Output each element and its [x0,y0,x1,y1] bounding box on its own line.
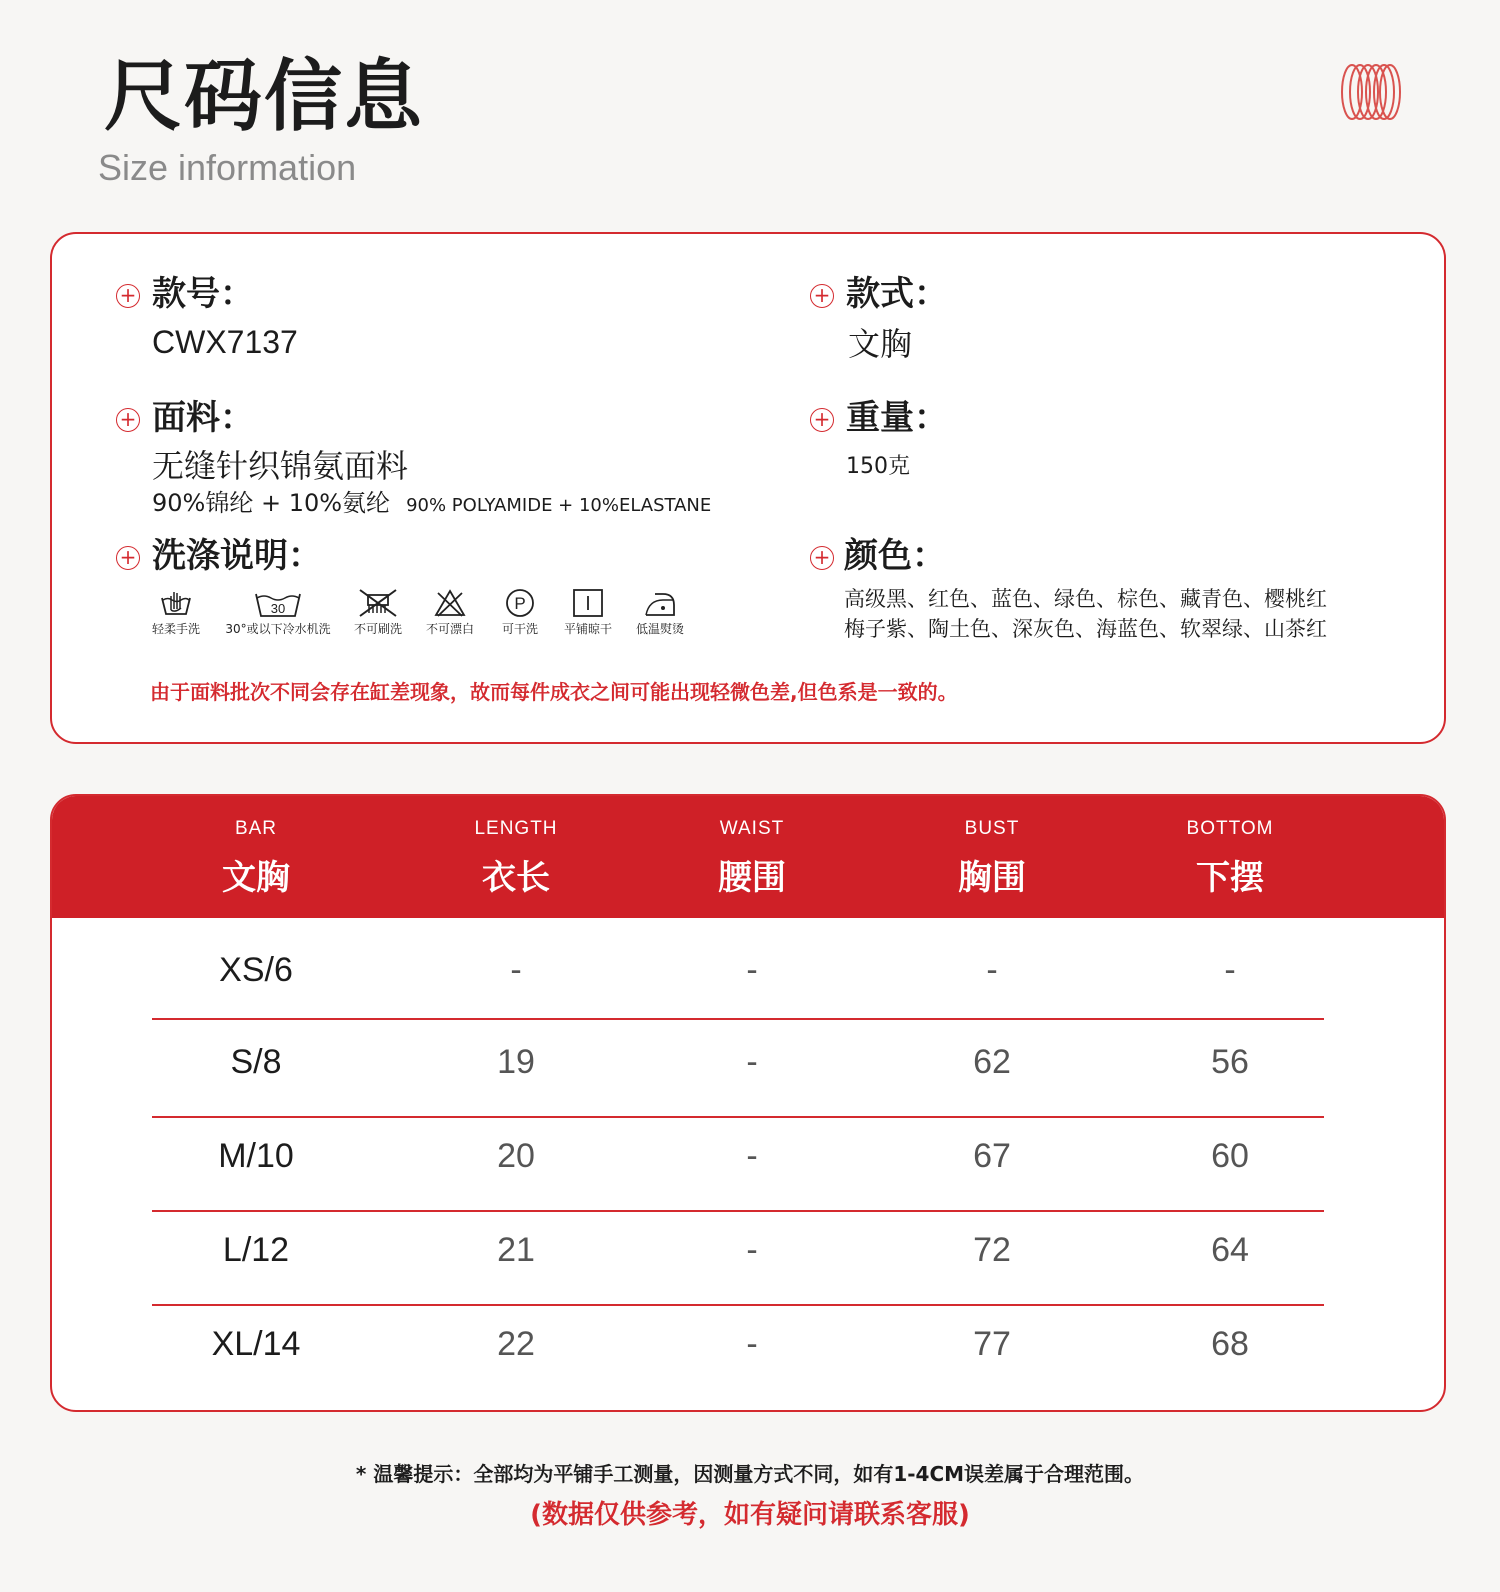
size-cell: XS/6 [219,951,293,989]
column-header-waist [652,796,852,918]
bust-cell: 62 [973,1043,1011,1081]
plus-circle-icon: + [116,408,140,432]
bottom-cell: 68 [1211,1325,1249,1363]
plus-circle-icon: + [810,284,834,308]
table-row [52,940,1444,1000]
care-item [630,588,690,637]
column-header-cn: 文胸 [222,858,290,898]
measurement-tip: * 温馨提示：全部均为平铺手工测量，因测量方式不同，如有1-4CM误差属于合理范围。 [355,1462,1145,1486]
bottom-cell: 60 [1211,1137,1249,1175]
style-label: 款式： [846,274,948,314]
product-info-card [50,232,1446,744]
bottom-cell: - [1224,951,1236,989]
column-header-cn: 衣长 [482,858,550,898]
waist-cell: - [746,1043,758,1081]
length-cell: 22 [497,1325,535,1363]
column-header-en: BOTTOM [1186,818,1274,839]
size-table-header [52,796,1444,918]
flat-dry-icon [571,588,605,618]
length-cell: 19 [497,1043,535,1081]
care-label: 30°或以下冷水机洗 [225,622,331,636]
dry-clean-symbol: P [514,594,526,613]
style-value: 文胸 [848,325,913,363]
color-variance-notice: 由于面料批次不同会存在缸差现象，故而每件成衣之间可能出现轻微色差,但色系是一致的。 [150,680,958,704]
column-header-bottom [1130,796,1330,918]
care-item [348,588,408,637]
care-label: 不可漂白 [425,622,474,636]
style-no-label: 款号： [152,274,254,314]
bust-cell: 67 [973,1137,1011,1175]
waist-cell: - [746,1137,758,1175]
care-item [148,588,204,637]
care-item [492,588,548,637]
table-row [52,1314,1444,1374]
reference-note: (数据仅供参考，如有疑问请联系客服) [530,1500,970,1530]
fabric-value: 无缝针织锦氨面料 [152,447,409,485]
dry-clean-icon [503,588,537,618]
fabric-composition-en: 90% POLYAMIDE + 10%ELASTANE [406,495,712,516]
waist-cell: - [746,951,758,989]
size-cell: M/10 [218,1137,294,1175]
weight-value: 150克 [846,454,910,479]
wash-label: 洗涤说明： [152,536,322,576]
page-subtitle: Size information [98,147,357,188]
column-header-length [416,796,616,918]
row-divider [152,1018,1324,1020]
bottom-cell: 56 [1211,1043,1249,1081]
bust-cell: 72 [973,1231,1011,1269]
length-cell: 21 [497,1231,535,1269]
plus-circle-icon: + [810,546,834,570]
column-header-cn: 下摆 [1196,858,1264,898]
row-divider [152,1210,1324,1212]
row-divider [152,1116,1324,1118]
style-no-value: CWX7137 [152,324,298,360]
no-bleach-icon [433,588,467,618]
column-header-bar [156,796,356,918]
table-row [52,1220,1444,1280]
hand-wash-icon [159,588,193,618]
row-divider [152,1304,1324,1306]
no-brush-icon [356,588,400,618]
length-cell: 20 [497,1137,535,1175]
size-cell: S/8 [230,1043,282,1081]
column-header-bust [892,796,1092,918]
size-cell: L/12 [222,1231,290,1269]
fabric-label: 面料： [152,398,254,438]
plus-circle-icon: + [116,284,140,308]
wash-temp-text: 30 [270,601,286,616]
column-header-en: WAIST [719,818,785,839]
fabric-composition [152,488,711,521]
care-label: 可干洗 [501,622,538,636]
bust-cell: - [986,951,998,989]
care-item [558,588,618,637]
care-label: 轻柔手洗 [151,622,200,636]
bust-cell: 77 [973,1325,1011,1363]
color-label: 颜色： [844,536,946,576]
brand-rings-icon [1340,62,1402,122]
table-row [52,1126,1444,1186]
waist-cell: - [746,1231,758,1269]
bottom-cell: 64 [1211,1231,1249,1269]
size-table [50,794,1446,1412]
care-label: 平铺晾干 [563,622,612,636]
column-header-cn: 胸围 [958,858,1026,898]
color-list-line1: 高级黑、红色、蓝色、绿色、棕色、藏青色、樱桃红 [844,587,1327,611]
care-item [218,588,338,637]
column-header-en: BAR [234,818,278,839]
column-header-en: LENGTH [474,818,558,839]
care-label: 不可刷洗 [353,622,402,636]
length-cell: - [510,951,522,989]
low-iron-icon [643,588,677,618]
care-label: 低温熨烫 [635,622,684,636]
color-list-line2: 梅子紫、陶土色、深灰色、海蓝色、软翠绿、山茶红 [844,617,1327,641]
fabric-composition-cn: 90%锦纶 + 10%氨纶 [152,489,391,517]
table-row [52,1032,1444,1092]
plus-circle-icon: + [116,546,140,570]
weight-label: 重量： [846,398,948,438]
column-header-en: BUST [964,818,1020,839]
page-title: 尺码信息 [104,52,425,142]
waist-cell: - [746,1325,758,1363]
machine-wash-30-icon [252,588,304,618]
column-header-cn: 腰围 [718,858,786,898]
size-cell: XL/14 [211,1325,301,1363]
plus-circle-icon: + [810,408,834,432]
care-item [420,588,480,637]
